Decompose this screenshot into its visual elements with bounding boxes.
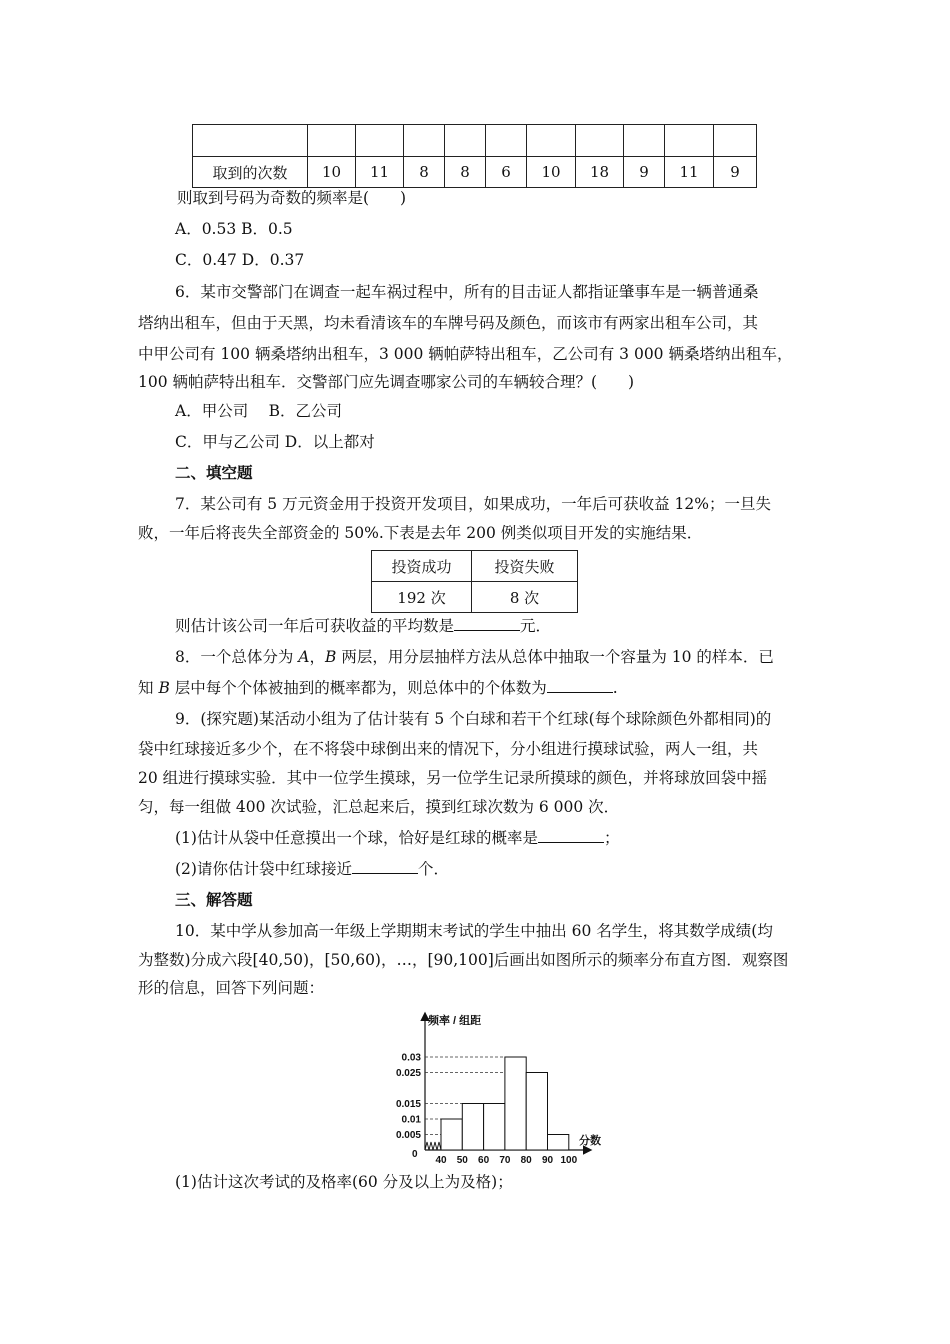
q6-line-4: 100 辆帕萨特出租车．交警部门应先调查哪家公司的车辆较合理？( ) (138, 373, 635, 391)
x-tick-label: 60 (478, 1155, 490, 1166)
axis-break-zigzag (425, 1142, 441, 1150)
number-frequency-table (192, 124, 757, 188)
table-cell: 10 (308, 157, 356, 188)
section-answer-heading: 三、解答题 (175, 890, 253, 909)
y-tick-label: 0.01 (401, 1114, 421, 1126)
x-tick-label: 80 (520, 1155, 532, 1166)
q9-sub-1-text: (1)估计从袋中任意摸出一个球，恰好是红球的概率是 (175, 829, 538, 847)
histogram-bar (441, 1119, 462, 1150)
table-cell (445, 125, 486, 157)
table-cell (576, 125, 624, 157)
q7-line-2: 败，一年后将丧失全部资金的 50%.下表是去年 200 例类似项目开发的实施结果． (138, 524, 703, 542)
q9-line-1: 9．(探究题)某活动小组为了估计装有 5 个白球和若干个红球(每个球除颜色外都相同)的 (175, 710, 772, 728)
table-cell (308, 125, 356, 157)
table-row-header (372, 551, 578, 582)
histogram-bar (484, 1104, 505, 1151)
table-cell: 8 (404, 157, 445, 188)
table-row-numbers (193, 125, 757, 157)
q9-sub-2 (175, 859, 449, 879)
q7-answer-prefix: 则估计该公司一年后可获收益的平均数是 (175, 617, 455, 635)
table-cell: 11 (665, 157, 714, 188)
table-cell-success: 192 次 (372, 582, 472, 613)
q8-var-b: B (325, 648, 337, 666)
histogram-bar (526, 1073, 547, 1151)
table-cell (356, 125, 404, 157)
y-tick-label: 0.03 (401, 1052, 421, 1064)
q9-line-2: 袋中红球接近多少个，在不将袋中球倒出来的情况下，分小组进行摸球试验，两人一组，共 (138, 740, 759, 758)
answer-blank[interactable] (352, 859, 418, 874)
table-cell: 6 (486, 157, 527, 188)
y-tick-label: 0.005 (395, 1130, 421, 1141)
table-row-counts (193, 157, 757, 188)
table-cell (193, 125, 308, 157)
table-cell: 10 (527, 157, 576, 188)
table-cell: 18 (576, 157, 624, 188)
investment-result-table (371, 550, 578, 613)
table-cell (714, 125, 757, 157)
table-header-success: 投资成功 (372, 551, 472, 582)
table-cell: 9 (624, 157, 665, 188)
x-tick-label: 70 (499, 1155, 511, 1166)
table-cell (404, 125, 445, 157)
q8-text: . (612, 679, 618, 697)
q7-answer-line (175, 616, 551, 636)
table-header-failure: 投资失败 (472, 551, 578, 582)
q8-line-2 (138, 678, 618, 698)
q8-var-a: A (298, 648, 310, 666)
x-tick-label: 90 (541, 1155, 554, 1166)
q8-text: 知 (138, 679, 159, 697)
histogram-bar (548, 1135, 569, 1151)
q9-line-4: 匀，每一组做 400 次试验，汇总起来后，摸到红球次数为 6 000 次． (138, 798, 620, 816)
table-cell (624, 125, 665, 157)
q10-line-1: 10．某中学从参加高一年级上学期期末考试的学生中抽出 60 名学生，将其数学成绩(均 (175, 922, 773, 940)
q5-stem: 则取到号码为奇数的频率是( ) (177, 189, 407, 207)
q8-text: 两层，用分层抽样方法从总体中抽取一个容量为 10 的样本．已 (336, 648, 774, 666)
table-cell-failure: 8 次 (472, 582, 578, 613)
histogram-bar (462, 1104, 483, 1151)
table-row-values (372, 582, 578, 613)
q7-answer-suffix: 元． (520, 617, 552, 635)
q5-options-cd: C．0.47 D．0.37 (175, 251, 305, 269)
answer-blank[interactable] (547, 678, 613, 693)
histogram-bar (505, 1057, 526, 1150)
frequency-histogram (390, 1010, 610, 1170)
table-cell (665, 125, 714, 157)
q9-sub-1 (175, 828, 619, 848)
q8-text: 8．一个总体分为 (175, 648, 299, 666)
answer-blank[interactable] (454, 616, 520, 631)
q6-options-cd: C．甲与乙公司 D．以上都对 (175, 433, 375, 451)
section-fill-blank-heading: 二、填空题 (175, 463, 253, 482)
x-tick-label: 40 (435, 1155, 447, 1166)
q9-sub-1-end: ； (603, 829, 620, 847)
answer-blank[interactable] (538, 828, 604, 843)
row-label: 取到的次数 (193, 157, 308, 188)
q6-line-3: 中甲公司有 100 辆桑塔纳出租车，3 000 辆帕萨特出租车，乙公司有 3 000 辆桑塔纳出租车， (138, 345, 793, 363)
table-cell: 11 (356, 157, 404, 188)
x-tick-label: 100 (560, 1155, 578, 1166)
y-tick-label: 0.015 (395, 1099, 421, 1110)
q10-sub-1: (1)估计这次考试的及格率(60 分及以上为及格)； (175, 1173, 513, 1191)
q9-sub-2-text: (2)请你估计袋中红球接近 (175, 860, 352, 878)
q6-line-2: 塔纳出租车，但由于天黑，均未看清该车的车牌号码及颜色，而该市有两家出租车公司，其 (138, 314, 759, 332)
table-cell: 9 (714, 157, 757, 188)
q10-line-2: 为整数)分成六段[40,50)，[50,60)，…，[90,100]后画出如图所示的频率分布直方图．观察图 (138, 951, 789, 969)
q7-line-1: 7．某公司有 5 万元资金用于投资开发项目，如果成功，一年后可获收益 12%；一旦失 (175, 495, 771, 513)
x-tick-label: 50 (456, 1155, 468, 1166)
x-axis-label: 分数 (579, 1135, 601, 1147)
q9-sub-2-end: 个． (417, 860, 449, 878)
q8-var-b: B (158, 679, 170, 697)
y-axis-label: 频率 / 组距 (428, 1015, 482, 1027)
q6-options-ab: A．甲公司 B．乙公司 (175, 402, 343, 420)
q9-line-3: 20 组进行摸球实验．其中一位学生摸球，另一位学生记录所摸球的颜色，并将球放回袋中摇 (138, 769, 768, 787)
q8-text: ， (309, 648, 326, 666)
y-tick-label: 0.025 (395, 1068, 421, 1079)
q6-line-1: 6．某市交警部门在调查一起车祸过程中，所有的目击证人都指证肇事车是一辆普通桑 (175, 283, 759, 301)
q8-line-1 (175, 647, 774, 667)
table-cell (486, 125, 527, 157)
table-cell: 8 (445, 157, 486, 188)
q8-text: 层中每个个体被抽到的概率都为，则总体中的个体数为 (169, 679, 547, 697)
q5-options-ab: A．0.53 B．0.5 (175, 220, 293, 238)
table-cell (527, 125, 576, 157)
origin-label: 0 (412, 1149, 418, 1160)
q10-line-3: 形的信息，回答下列问题： (138, 979, 325, 997)
